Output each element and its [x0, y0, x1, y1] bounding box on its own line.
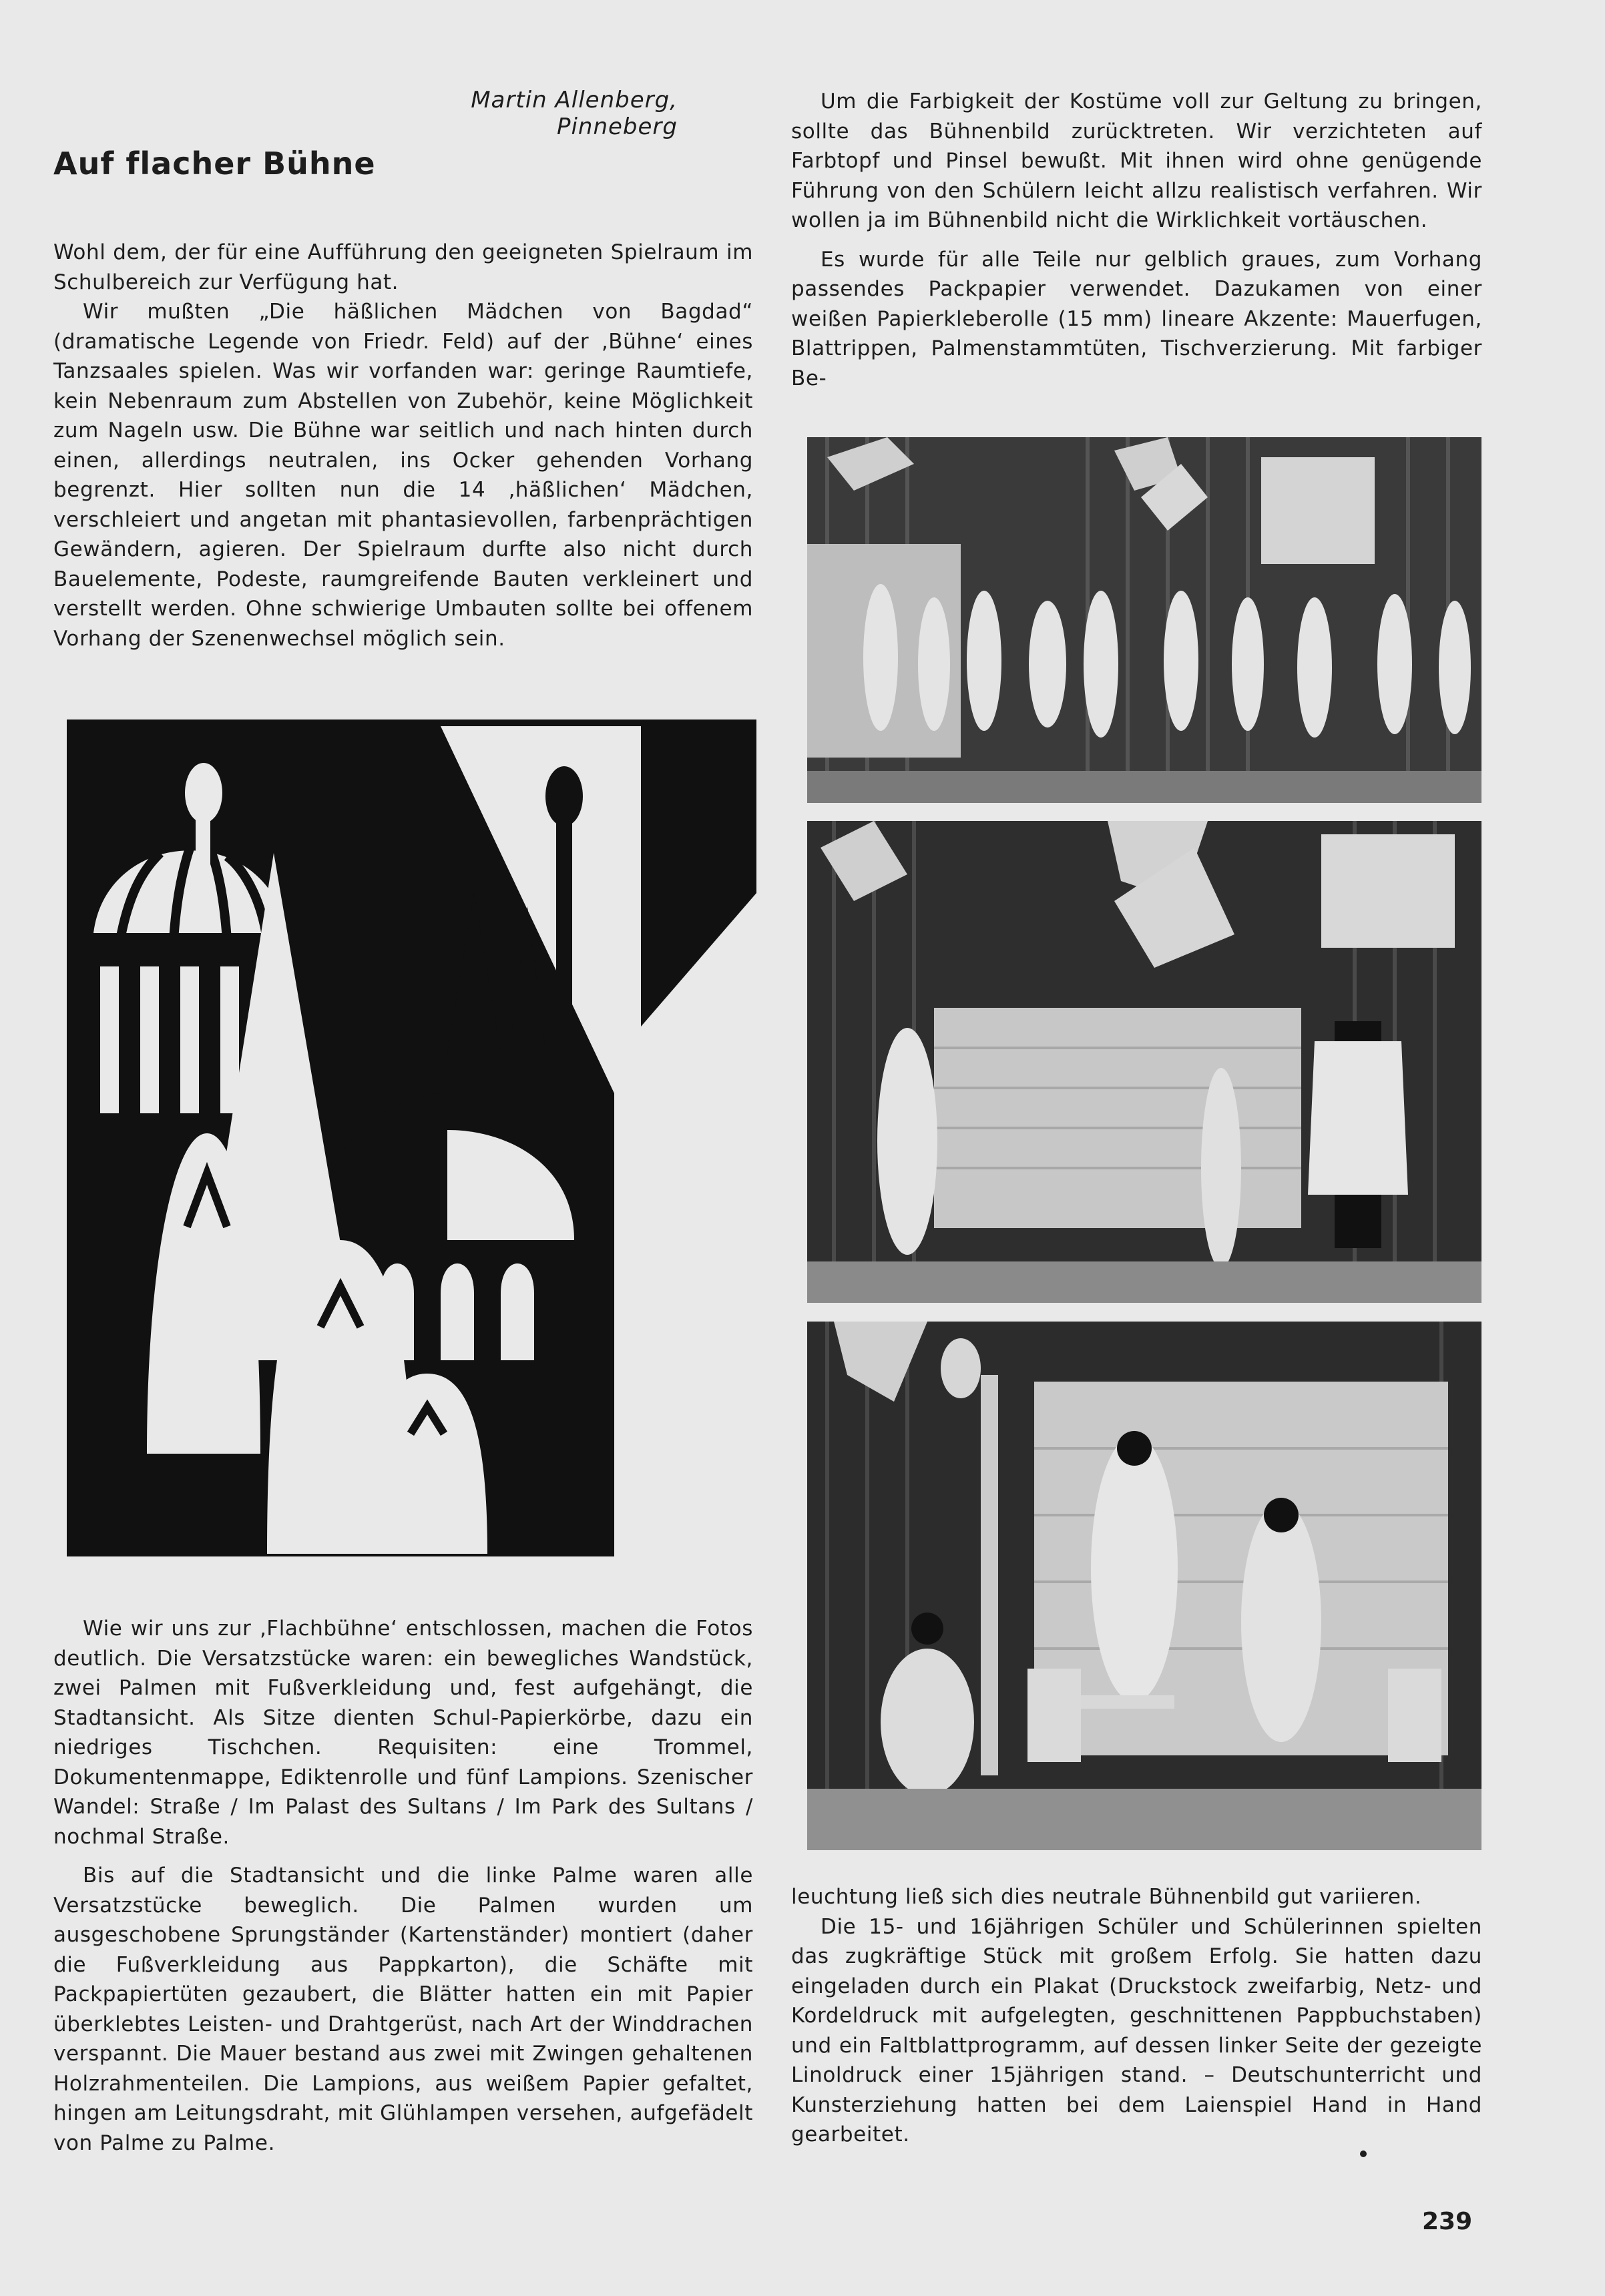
- stage-photo-ensemble: [807, 437, 1481, 803]
- left-column-top: [53, 238, 753, 653]
- paragraph: Es wurde für alle Teile nur gelblich graues, zum Vorhang passendes Packpapier verwendet. Dazukamen von einer weißen Papierkleberolle (15 mm) lineare Akzente: Mauerfugen, Blattrippen, Palmenstammtüten, Tischverzierung. Mit farbiger Be-: [791, 247, 1482, 390]
- author-line: Martin Allenberg, Pinneberg: [471, 87, 678, 140]
- paragraph: leuchtung ließ sich dies neutrale Bühnenbild gut variieren.: [791, 1885, 1422, 1909]
- stage-photo-park: [807, 1322, 1481, 1850]
- right-column-bottom: [791, 1882, 1482, 2150]
- paragraph: Wir mußten „Die häßlichen Mädchen von Bagdad“ (dramatische Legende von Friedr. Feld) auf der ‚Bühne‘ eines Tanzsaales spielen. Was wir vorfanden war: geringe Raumtiefe, kein Nebenraum zum Abstellen von Zubehör, keine Möglichkeit zum Nageln usw. Die Bühne war seitlich und nach hinten durch einen, allerdings neutralen, ins Ocker gehenden Vorhang begrenzt. Hier sollten nun die 14 ‚häßlichen‘ Mädchen, verschleiert und angetan mit phantasievollen, farbenprächtigen Gewändern, agieren. Der Spielraum durfte also nicht durch Bauelemente, Podeste, raumgreifende Bauten verkleinert und verstellt werden. Ohne schwierige Umbauten sollte bei offenem Vorhang der Szenenwechsel möglich sein.: [53, 300, 753, 651]
- paragraph: Bis auf die Stadtansicht und die linke Palme waren alle Versatzstücke beweglich. Die Palmen wurden um ausgeschobene Sprungständer (Kartenständer) montiert (daher die Fußverkleidung aus Pappkarton), die Schäfte mit Packpapiertüten gezaubert, die Blätter hatten ein mit Papier überklebtes Leisten- und Drahtgerüst, nach Art der Winddrachen verspannt. Die Mauer bestand aus zwei mit Zwingen gehaltenen Holzrahmenteilen. Die Lampions, aus weißem Papier gefaltet, hingen am Leitungsdraht, mit Glühlampen versehen, aufgefädelt von Palme zu Palme.: [53, 1863, 753, 2155]
- paragraph: Um die Farbigkeit der Kostüme voll zur Geltung zu bringen, sollte das Bühnenbild zurücktreten. Wir verzichteten auf Farbtopf und Pinsel bewußt. Mit ihnen wird ohne genügende Führung von den Schülern leicht allzu realistisch verfahren. Wir wollen ja im Bühnenbild nicht die Wirklichkeit vortäuschen.: [791, 89, 1482, 232]
- stage-photo-palace: [807, 821, 1481, 1303]
- linocut-illustration: [67, 720, 756, 1556]
- paragraph: Die 15- und 16jährigen Schüler und Schülerinnen spielten das zugkräftige Stück mit großem Erfolg. Sie hatten dazu eingeladen durch ein Plakat (Druckstock zweifarbig, Netz- und Kordeldruck mit aufgelegten, geschnittenen Pappbuchstaben) und ein Faltblattprogramm, auf dessen linker Seite der gezeigte Linoldruck einer 15jährigen stand. – Deutschunterricht und Kunsterziehung hatten bei dem Laienspiel Hand in Hand gearbeitet.: [791, 1914, 1482, 2146]
- left-column-bottom: [53, 1614, 753, 2158]
- article-title: Auf flacher Bühne: [53, 146, 376, 182]
- bullet-dot: [1360, 2150, 1367, 2157]
- right-column-top: [791, 87, 1482, 393]
- page-number: 239: [1422, 2208, 1473, 2235]
- paragraph: Wie wir uns zur ‚Flachbühne‘ entschlossen, machen die Fotos deutlich. Die Versatzstücke waren: ein bewegliches Wandstück, zwei Palmen mit Fußverkleidung und, fest aufgehängt, die Stadtansicht. Als Sitze dienten Schul-Papierkörbe, dazu ein niedriges Tischchen. Requisiten: eine Trommel, Dokumentenmappe, Ediktenrolle und fünf Lampions. Szenischer Wandel: Straße / Im Palast des Sultans / Im Park des Sultans / nochmal Straße.: [53, 1617, 753, 1849]
- paragraph: Wohl dem, der für eine Aufführung den geeigneten Spielraum im Schulbereich zur Verfügung hat.: [53, 240, 753, 294]
